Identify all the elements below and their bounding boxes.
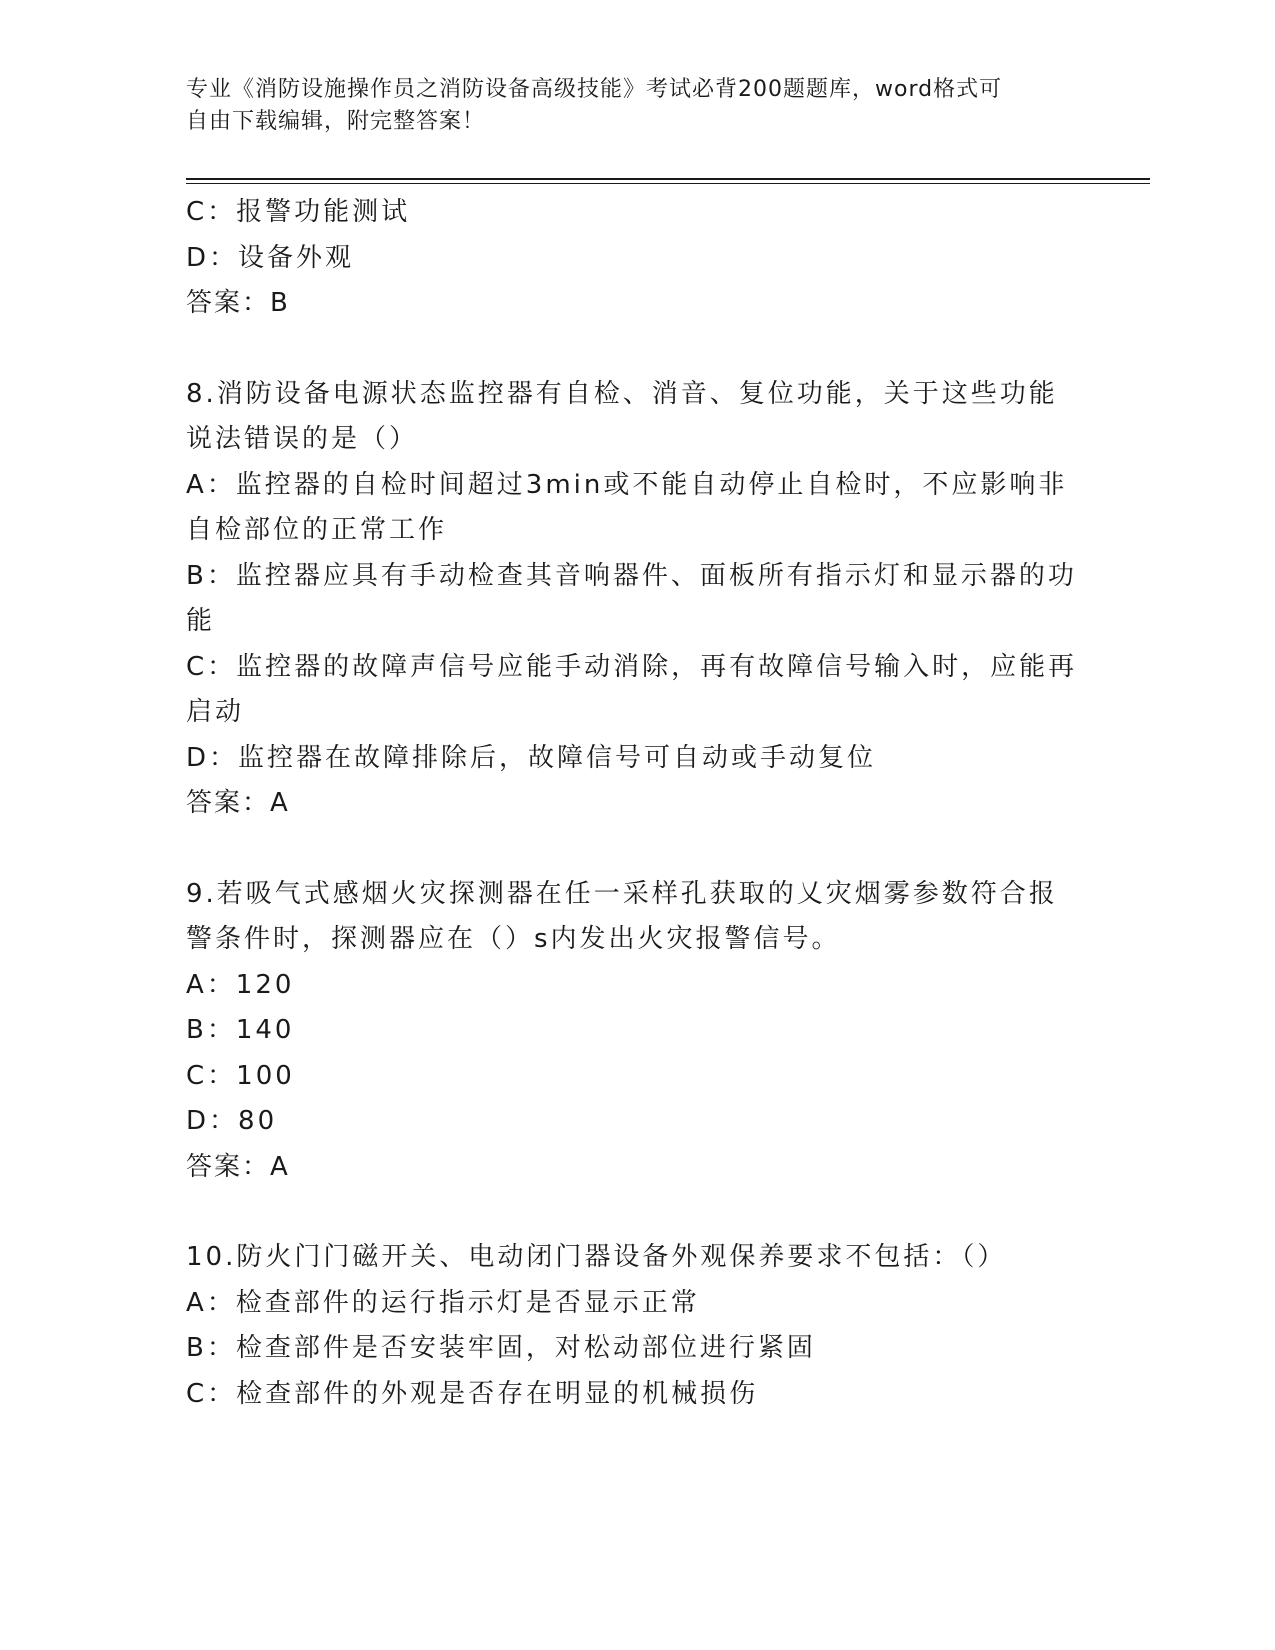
question-8	[186, 372, 1086, 827]
question-stem: 9.若吸气式感烟火灾探测器在任一采样孔获取的乂灾烟雾参数符合报	[186, 878, 1058, 909]
question-stem-continued: 警条件时，探测器应在（）s内发出火灾报警信号。	[186, 924, 841, 954]
question-stem-continued: 说法错误的是（）	[186, 424, 419, 454]
question-stem: 10.防火门门磁开关、电动闭门器设备外观保养要求不包括：（）	[186, 1242, 1007, 1272]
option-b-continued: 能	[186, 606, 216, 636]
document-body	[186, 190, 1086, 1417]
option-b: B：监控器应具有手动检查其音响器件、面板所有指示灯和显示器的功	[186, 560, 1077, 591]
option-d: D：设备外观	[186, 242, 355, 273]
option-c: C：报警功能测试	[186, 197, 411, 227]
option-a: A：检查部件的运行指示灯是否显示正常	[186, 1287, 700, 1318]
option-c: C：检查部件的外观是否存在明显的机械损伤	[186, 1378, 759, 1409]
header-divider-thin	[186, 183, 1150, 184]
document-header	[186, 74, 1066, 138]
header-divider-thick	[186, 178, 1150, 180]
header-title-line-2: 自由下载编辑，附完整答案！	[186, 109, 486, 134]
option-a: A：120	[186, 969, 295, 1000]
option-c: C：监控器的故障声信号应能手动消除，再有故障信号输入时，应能再	[186, 651, 1078, 682]
option-d: D：监控器在故障排除后，故障信号可自动或手动复位	[186, 742, 877, 773]
answer-line: 答案：A	[186, 1151, 290, 1182]
previous-question-tail	[186, 190, 1086, 327]
answer-line: 答案：A	[186, 788, 290, 818]
option-a-continued: 自检部位的正常工作	[186, 515, 448, 545]
option-b: B：检查部件是否安装牢固，对松动部位进行紧固	[186, 1333, 816, 1363]
question-stem: 8.消防设备电源状态监控器有自检、消音、复位功能，关于这些功能	[186, 378, 1058, 409]
header-title-line-1: 专业《消防设施操作员之消防设备高级技能》考试必背200题题库，word格式可	[186, 77, 1003, 102]
option-b: B：140	[186, 1015, 295, 1045]
question-9	[186, 872, 1086, 1191]
option-c-continued: 启动	[186, 697, 245, 727]
answer-line: 答案：B	[186, 288, 290, 318]
option-a: A：监控器的自检时间超过3min或不能自动停止自检时，不应影响非	[186, 469, 1068, 500]
option-d: D：80	[186, 1106, 278, 1136]
option-c: C：100	[186, 1060, 295, 1091]
question-10	[186, 1235, 1086, 1417]
